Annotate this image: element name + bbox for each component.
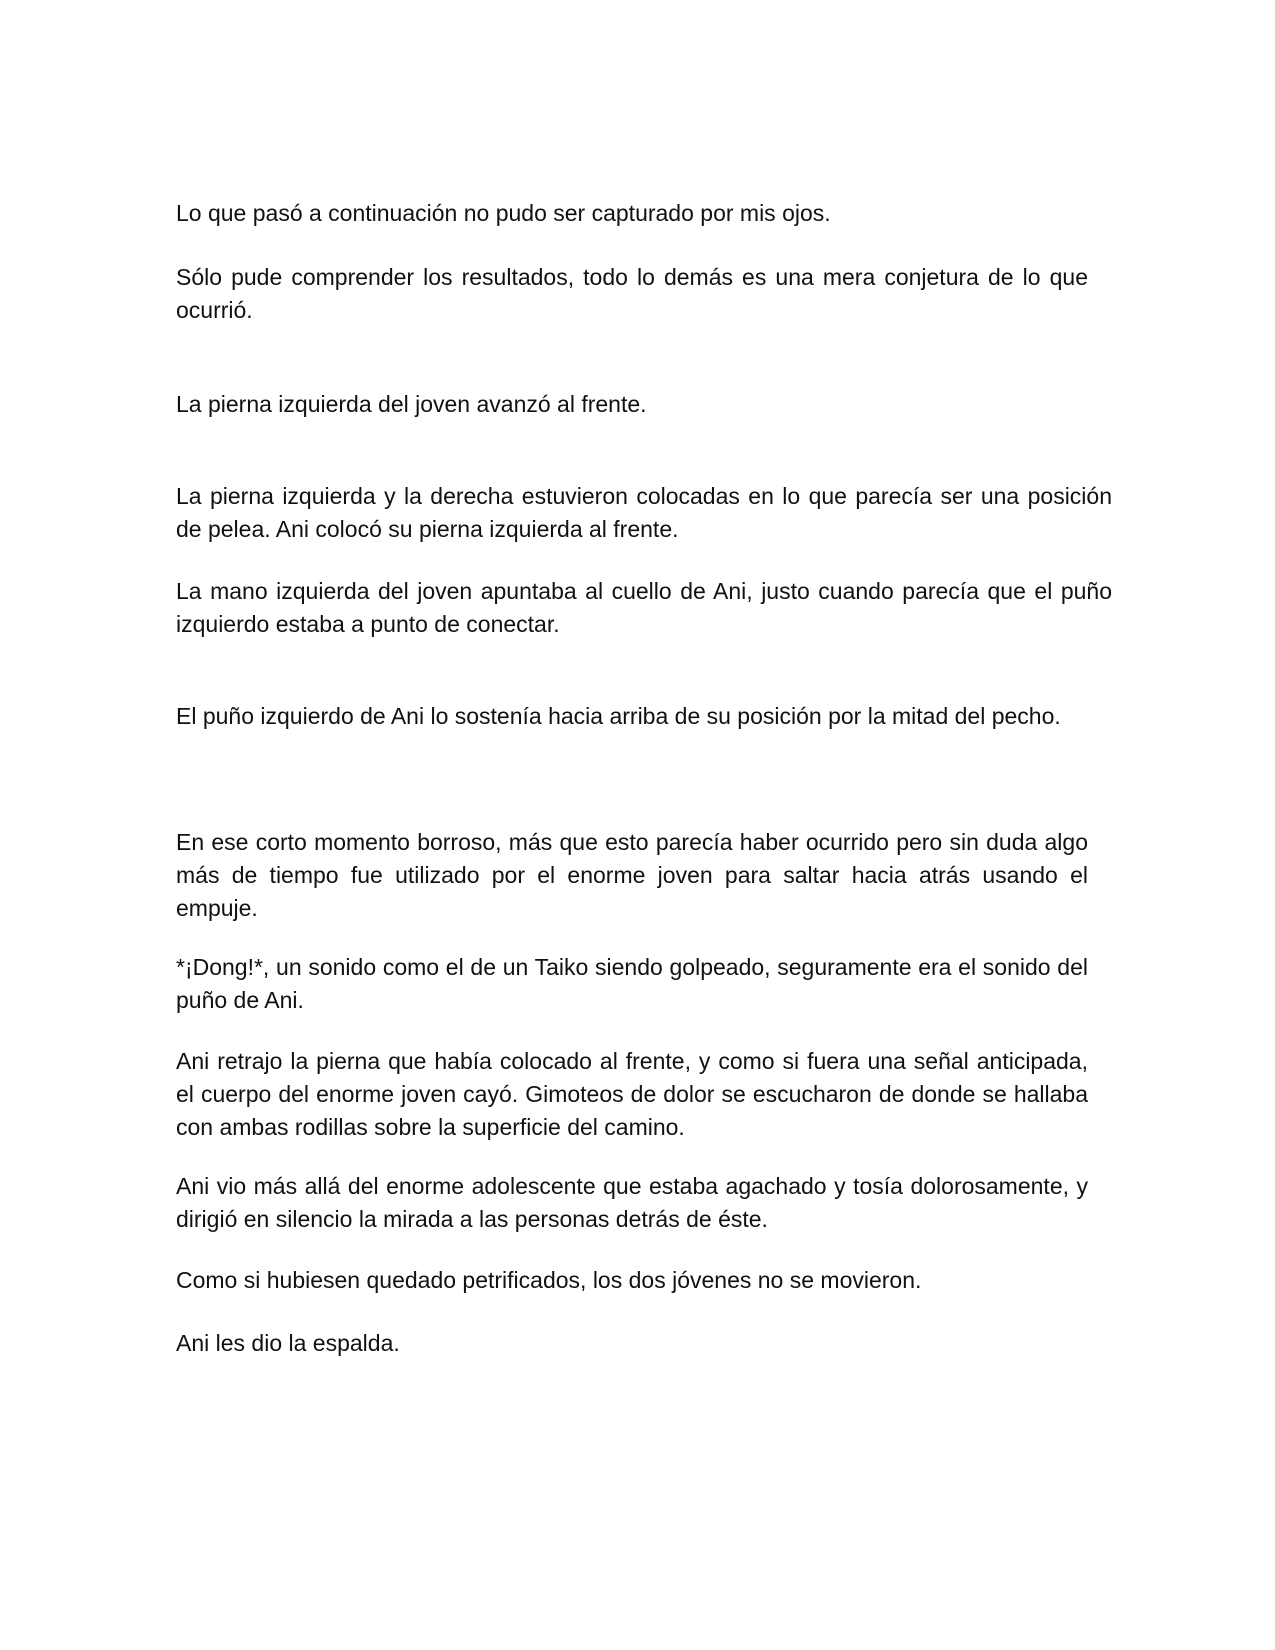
paragraph: Ani vio más allá del enorme adolescente que estaba agachado y tosía dolorosamente, y dirigió en silencio la mirada a las personas detrás de éste. xyxy=(176,1173,1088,1232)
paragraph: Sólo pude comprender los resultados, todo lo demás es una mera conjetura de lo que ocurrió. xyxy=(176,264,1088,323)
paragraph: La mano izquierda del joven apuntaba al cuello de Ani, justo cuando parecía que el puño izquierdo estaba a punto de conectar. xyxy=(176,578,1112,637)
paragraph: El puño izquierdo de Ani lo sostenía hacia arriba de su posición por la mitad del pecho. xyxy=(176,703,1061,729)
paragraph: Como si hubiesen quedado petrificados, los dos jóvenes no se movieron. xyxy=(176,1267,922,1293)
paragraph: Ani les dio la espalda. xyxy=(176,1330,400,1356)
paragraph: Lo que pasó a continuación no pudo ser capturado por mis ojos. xyxy=(176,200,831,226)
paragraph: En ese corto momento borroso, más que esto parecía haber ocurrido pero sin duda algo más de tiempo fue utilizado por el enorme joven para saltar hacia atrás usando el empuje. xyxy=(176,829,1088,921)
paragraph: Ani retrajo la pierna que había colocado al frente, y como si fuera una señal anticipada, el cuerpo del enorme joven cayó. Gimoteos de dolor se escucharon de donde se hallaba con ambas rodillas sobre la superficie del camino. xyxy=(176,1048,1088,1140)
paragraph: *¡Dong!*, un sonido como el de un Taiko siendo golpeado, seguramente era el sonido del puño de Ani. xyxy=(176,954,1088,1013)
paragraph: La pierna izquierda y la derecha estuvieron colocadas en lo que parecía ser una posición de pelea. Ani colocó su pierna izquierda al frente. xyxy=(176,483,1112,542)
paragraph: La pierna izquierda del joven avanzó al frente. xyxy=(176,391,647,417)
